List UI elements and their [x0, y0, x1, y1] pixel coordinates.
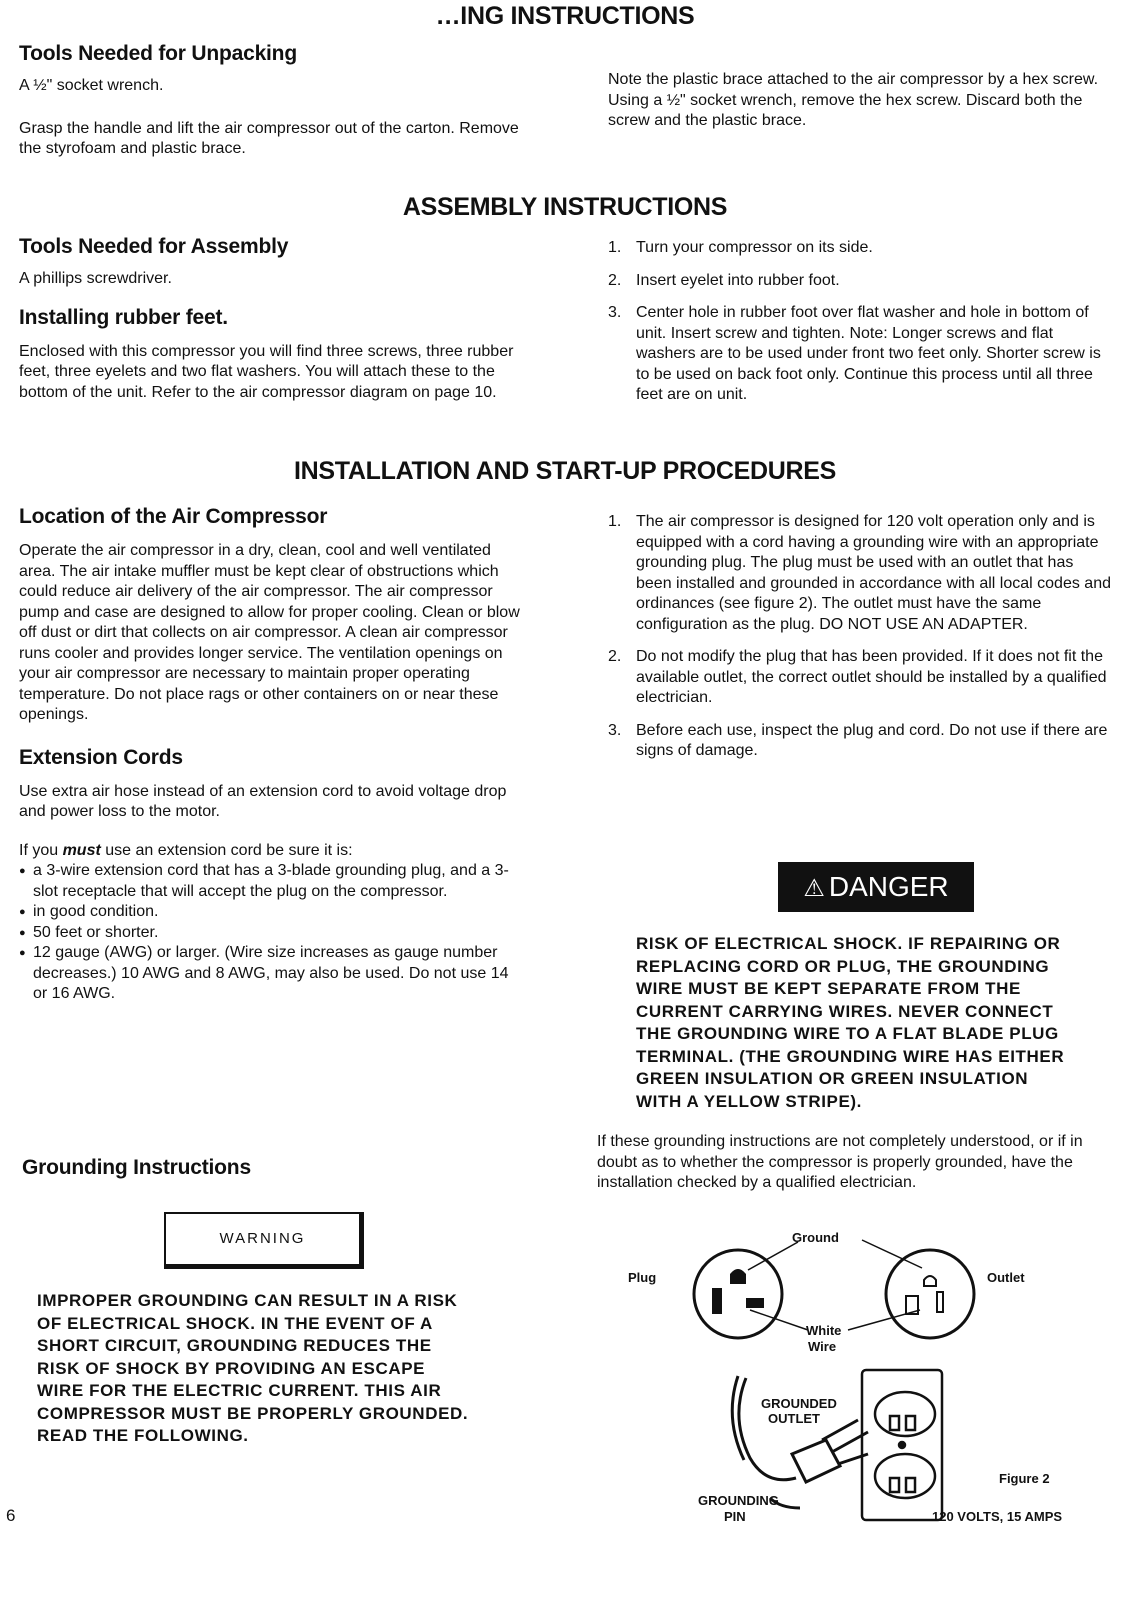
danger-banner — [778, 862, 974, 912]
label-plug: Plug — [628, 1270, 657, 1285]
assembly-tool: A phillips screwdriver. — [19, 270, 172, 287]
extension-bullet: ● a 3-wire extension cord that has a 3-blade grounding plug, and a 3-slot receptacle that will accept the plug on the compressor. — [19, 861, 524, 902]
danger-label: DANGER — [828, 871, 949, 902]
label-pin: PIN — [724, 1509, 746, 1524]
step-number: 3. — [608, 304, 622, 321]
extension-heading: Extension Cords — [19, 745, 183, 769]
unpacking-right — [608, 70, 1113, 132]
step-number: 1. — [608, 513, 622, 530]
outlet-face — [886, 1250, 974, 1338]
installation-left — [19, 505, 539, 1005]
extension-bullet: ● 50 feet or shorter. — [19, 923, 524, 944]
step-number: 2. — [608, 648, 622, 665]
step-number: 1. — [608, 239, 622, 256]
feet-text: Enclosed with this compressor you will find three screws, three rubber feet, three eyelets and two flat washers. You will attach these to the bottom of the unit. Refer to the air compressor diagram on page 10. — [19, 342, 514, 401]
label-white: White — [806, 1323, 842, 1338]
figure-rating: 120 VOLTS, 15 AMPS — [932, 1509, 1063, 1524]
step-text: Do not modify the plug that has been provided. If it does not fit the available outlet, the correct outlet should be installed by a qualified electrician. — [636, 648, 1107, 706]
danger-text: RISK OF ELECTRICAL SHOCK. IF REPAIRING OR REPLACING CORD OR PLUG, THE GROUNDING WIRE MUST BE KEPT SEPARATE FROM THE CURRENT CARRYING WIRES. NEVER CONNECT THE GROUNDING WIRE TO A FLAT BLADE PLUG TERMINAL. (THE GROUNDING WIRE HAS EITHER GREEN INSULATION OR GREEN INSULATION WITH A YELLOW STRIPE). — [636, 934, 1065, 1111]
installation-step — [608, 721, 1113, 762]
extension-text: Use extra air hose instead of an extension cord to avoid voltage drop and power loss to the motor. — [19, 782, 507, 820]
location-heading: Location of the Air Compressor — [19, 505, 328, 528]
grounding-heading: Grounding Instructions — [22, 1156, 251, 1179]
extension-bullets — [19, 861, 524, 1005]
label-grounding: GROUNDING — [698, 1493, 779, 1508]
assembly-step — [608, 303, 1113, 406]
step-text: Insert eyelet into rubber foot. — [636, 271, 840, 289]
step-text: Before each use, inspect the plug and cord. Do not use if there are signs of damage. — [636, 721, 1108, 759]
installation-steps — [608, 512, 1113, 762]
assembly-tools-heading: Tools Needed for Assembly — [19, 235, 289, 258]
installation-banner: INSTALLATION AND START-UP PROCEDURES — [294, 457, 836, 485]
location-text: Operate the air compressor in a dry, clean, cool and well ventilated area. The air intake muffler must be kept clear of obstructions which could reduce air delivery of the air compressor. The air compressor pump and case are designed to allow for proper cooling. Clean or blow off dust or dirt that collects on air compressor. A clean air compressor runs cooler and provides longer service. The ventilation openings on your air compressor are necessary to maintain proper operating temperature. Do not place rags or other containers on or near these openings. — [19, 542, 520, 723]
installation-step — [608, 512, 1113, 635]
unpacking-banner: …ING INSTRUCTIONS — [435, 2, 695, 30]
unpacking-note: Note the plastic brace attached to the air compressor by a hex screw. Using a ½" socket wrench, remove the hex screw. Discard both the screw and the plastic brace. — [608, 71, 1099, 129]
unpacking-heading: Tools Needed for Unpacking — [19, 42, 297, 65]
intro-emphasis: must — [62, 841, 101, 859]
label-wire: Wire — [808, 1339, 837, 1354]
installation-step — [608, 647, 1113, 709]
label-ground: Ground — [792, 1230, 839, 1245]
closing-text: If these grounding instructions are not completely understood, or if in doubt as to whether the compressor is properly grounded, have the installation checked by a qualified electrician. — [597, 1133, 1083, 1191]
unpacking-left — [19, 42, 539, 160]
label-grounded: GROUNDED — [761, 1396, 837, 1411]
extension-intro — [19, 841, 539, 862]
intro-before: If you — [19, 841, 63, 859]
assembly-step — [608, 238, 1113, 259]
intro-after: use an extension cord be sure it is: — [100, 841, 353, 859]
unpacking-tool: A ½" socket wrench. — [19, 77, 164, 94]
step-text: Turn your compressor on its side. — [636, 239, 873, 256]
label-outlet-2: OUTLET — [768, 1411, 820, 1426]
step-text: The air compressor is designed for 120 volt operation only and is equipped with a cord having a grounding wire with an appropriate grounding plug. The plug must be used with an outlet that has been installed and grounded in accordance with all local codes and ordinances (see figure 2). The outlet must have the same configuration as the plug. DO NOT USE AN ADAPTER. — [636, 513, 1111, 633]
assembly-left — [19, 235, 539, 403]
page-number: 6 — [6, 1506, 16, 1525]
assembly-step — [608, 271, 1113, 292]
warning-label: WARNING — [164, 1212, 364, 1269]
step-number: 2. — [608, 271, 622, 289]
extension-bullet: ● 12 gauge (AWG) or larger. (Wire size increases as gauge number decreases.) 10 AWG and 8 AWG, may also be used. Do not use 14 or 16 AWG. — [19, 943, 524, 1005]
extension-bullet: ● in good condition. — [19, 902, 524, 923]
wall-outlet — [862, 1370, 942, 1520]
step-number: 3. — [608, 721, 622, 739]
warning-text: IMPROPER GROUNDING CAN RESULT IN A RISK OF ELECTRICAL SHOCK. IN THE EVENT OF A SHORT CIRCUIT, GROUNDING REDUCES THE RISK OF SHOCK BY PROVIDING AN ESCAPE WIRE FOR THE ELECTRIC CURRENT. THIS AIR COMPRESSOR MUST BE PROPERLY GROUNDED. READ THE FOLLOWING. — [37, 1291, 469, 1445]
assembly-right — [608, 238, 1113, 406]
feet-heading: Installing rubber feet. — [19, 305, 228, 329]
plug-face — [694, 1250, 782, 1338]
step-text: Center hole in rubber foot over flat washer and hole in bottom of unit. Insert screw and tighten. Note: Longer screws and flat washers are to be used under front two feet only. Shorter screw is to be used on back foot only. Continue this process until all three feet are on unit. — [636, 304, 1101, 403]
assembly-banner: ASSEMBLY INSTRUCTIONS — [402, 193, 728, 221]
label-outlet: Outlet — [987, 1270, 1025, 1285]
figure-caption: Figure 2 — [999, 1471, 1050, 1486]
warning-triangle-icon: ⚠ — [803, 875, 825, 902]
unpacking-grasp: Grasp the handle and lift the air compressor out of the carton. Remove the styrofoam and plastic brace. — [19, 119, 519, 157]
assembly-steps — [608, 238, 1113, 406]
installation-right — [608, 512, 1113, 762]
